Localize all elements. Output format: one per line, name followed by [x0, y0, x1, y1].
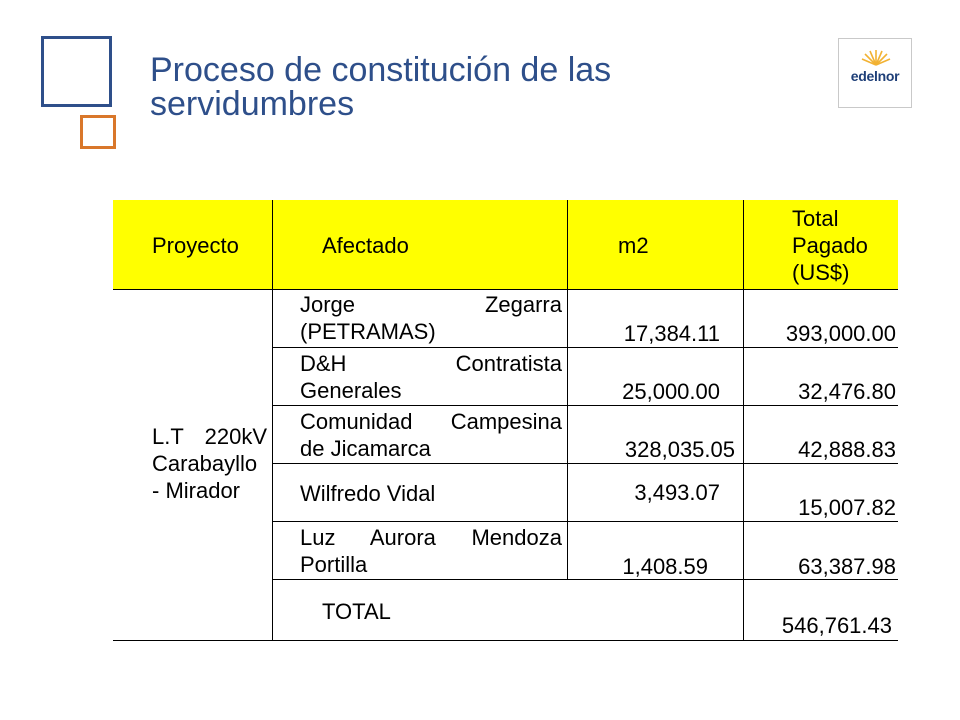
header-proyecto: Proyecto [152, 233, 239, 258]
affected-cell [300, 524, 562, 578]
row-divider [272, 405, 898, 406]
m2-cell: 1,408.59 [622, 554, 708, 579]
affected-line: Portilla [300, 552, 368, 577]
affected-cell [300, 408, 562, 462]
affected-cell [300, 480, 562, 507]
total-cell: 32,476.80 [798, 379, 896, 404]
row-divider [272, 521, 898, 522]
affected-line: Generales [300, 378, 402, 403]
column-divider [272, 200, 273, 640]
project-name-line: Carabayllo [152, 451, 258, 476]
affected-cell [300, 350, 562, 404]
affected-line: Comunidad Campesina [300, 409, 562, 434]
total-label: TOTAL [322, 599, 391, 624]
m2-cell: 3,493.07 [634, 480, 720, 505]
grand-total: 546,761.43 [781, 613, 892, 638]
affected-line: (PETRAMAS) [300, 319, 436, 344]
total-cell: 42,888.83 [798, 437, 896, 462]
column-divider [567, 200, 568, 580]
total-cell: 63,387.98 [798, 554, 896, 579]
project-name-line: - Mirador [152, 478, 241, 503]
column-divider [743, 200, 744, 640]
logo-text: edelnor [850, 68, 900, 84]
header-m2: m2 [618, 233, 649, 258]
project-name [152, 423, 267, 504]
project-name-line: L.T 220kV [152, 424, 267, 449]
row-divider [272, 463, 898, 464]
header-total-line: Total [792, 206, 839, 231]
affected-line: Jorge Zegarra [300, 292, 562, 317]
header-total-line: (US$) [792, 260, 850, 285]
total-cell: 15,007.82 [798, 495, 896, 520]
affected-line: Luz Aurora Mendoza [300, 525, 562, 550]
header-afectado: Afectado [322, 233, 409, 258]
m2-cell: 25,000.00 [622, 379, 720, 404]
header-total [792, 205, 868, 286]
m2-cell: 17,384.11 [623, 321, 720, 346]
affected-cell [300, 291, 562, 345]
total-cell: 393,000.00 [785, 321, 896, 346]
page-title: Proceso de constitución de las servidumbres [150, 51, 612, 123]
header-total-line: Pagado [792, 233, 868, 258]
affected-line: D&H Contratista [300, 351, 562, 376]
row-divider [113, 289, 898, 290]
affected-line: de Jicamarca [300, 436, 431, 461]
row-divider [272, 347, 898, 348]
row-divider [113, 640, 898, 641]
decorative-square-small [80, 115, 116, 149]
m2-cell: 328,035.05 [624, 437, 735, 462]
edelnor-logo [838, 38, 912, 108]
decorative-square-large [41, 36, 112, 107]
affected-line: Wilfredo Vidal [300, 481, 436, 506]
